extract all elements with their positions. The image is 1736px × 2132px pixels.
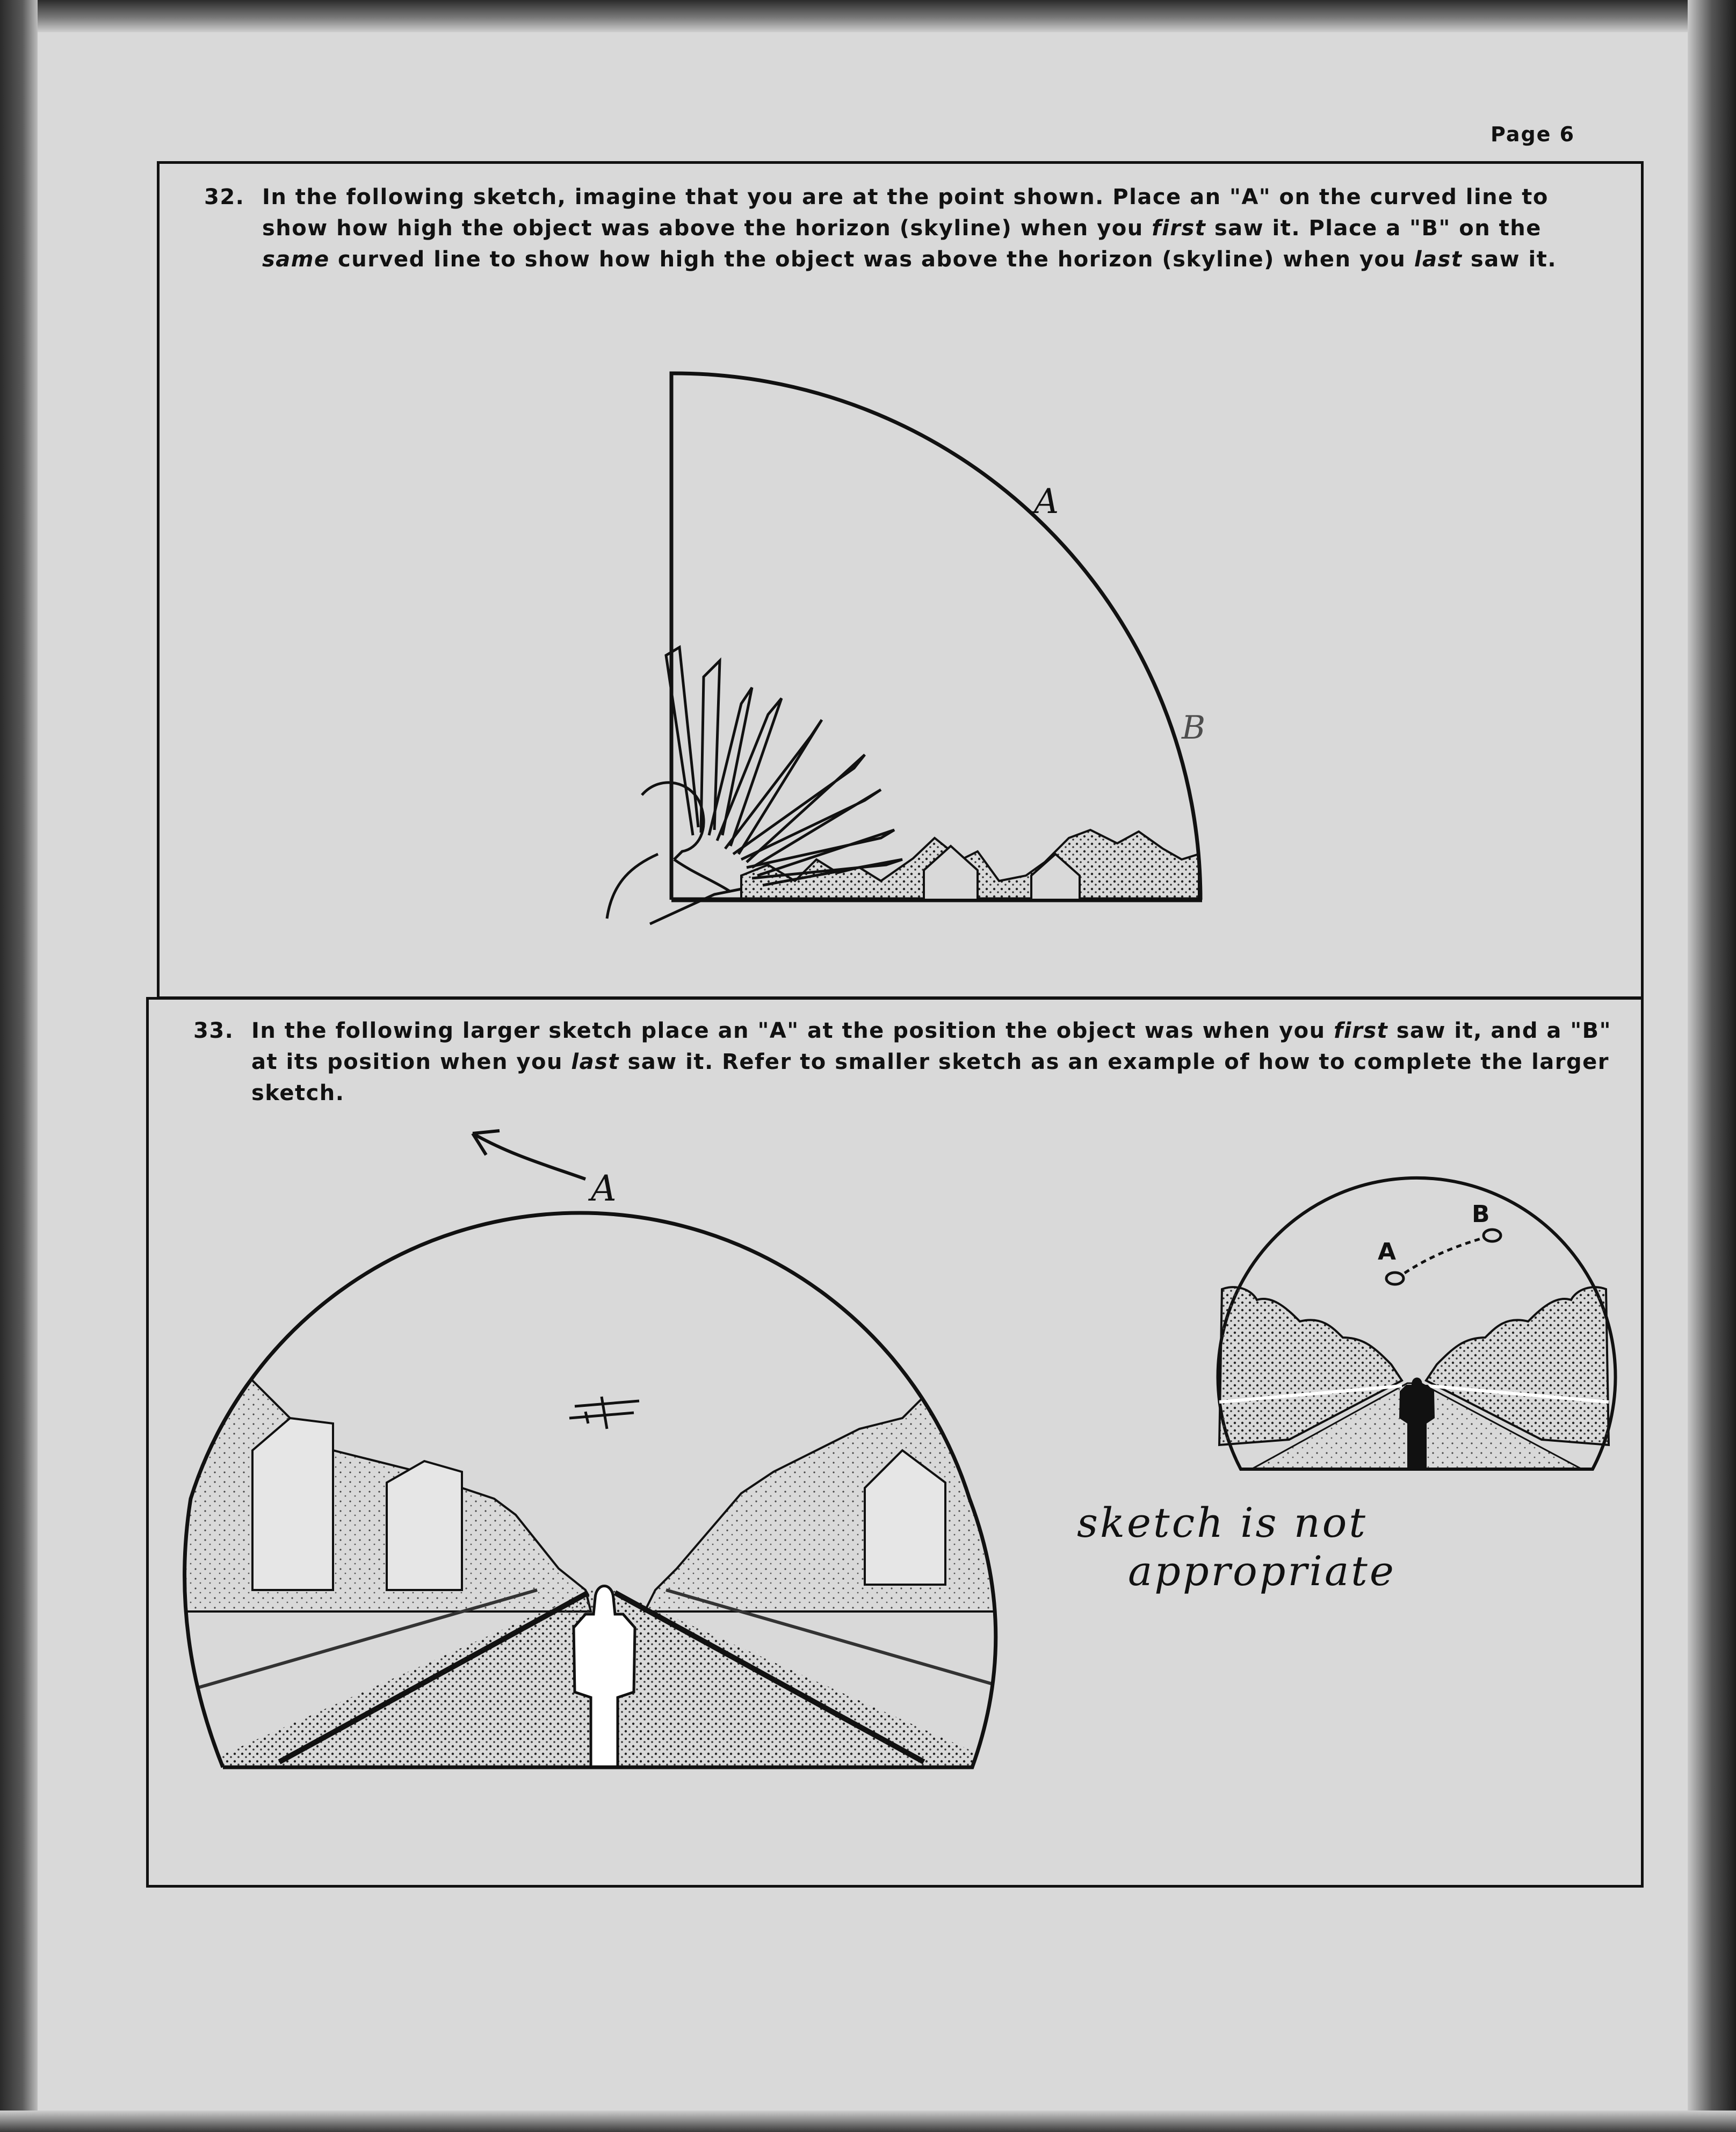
example-mark-b: B	[1472, 1201, 1490, 1228]
large-sketch-mark-a: A	[591, 1168, 617, 1209]
q32-text-4: saw it.	[1462, 247, 1557, 272]
handwritten-arrow	[473, 1133, 585, 1179]
page-number: Page 6	[1491, 122, 1575, 146]
skyline	[741, 830, 1199, 900]
q32-text-first: first	[1152, 216, 1206, 241]
handwritten-note-line-2: appropriate	[1128, 1547, 1396, 1595]
q32-text-1: In the following sketch, imagine that you are at the point shown. Place an "A" on the curved line to show how high the object was above the horizon (skyline) when you	[262, 185, 1549, 241]
quadrant-mark-a: A	[1034, 482, 1059, 522]
q32-text-same: same	[262, 247, 330, 272]
large-street-sketch	[177, 1131, 1026, 1773]
q32-text-last: last	[1414, 247, 1463, 272]
q33-text-1: In the following larger sketch place an "A" at the position the object was when you	[251, 1018, 1334, 1043]
question-33-number: 33.	[193, 1018, 234, 1043]
q33-text-last: last	[571, 1050, 620, 1074]
quadrant-sketch	[607, 373, 1205, 924]
q32-text-2: saw it. Place a "B" on the	[1206, 216, 1542, 241]
quadrant-mark-b: B	[1182, 709, 1206, 747]
handwritten-note-line-1: sketch is not	[1077, 1499, 1368, 1546]
q33-text-2: saw it, and a "B" at its position when you	[251, 1018, 1611, 1074]
question-32-number: 32.	[204, 185, 245, 209]
q32-text-3: curved line to show how high the object was above the horizon (skyline) when you	[329, 247, 1414, 272]
example-street-sketch	[1218, 1178, 1616, 1469]
quadrant-arc	[671, 373, 1200, 900]
q33-text-first: first	[1334, 1018, 1388, 1043]
q33-text-3: saw it. Refer to smaller sketch as an example of how to complete the larger sketch.	[251, 1050, 1609, 1105]
example-mark-a: A	[1378, 1238, 1397, 1266]
